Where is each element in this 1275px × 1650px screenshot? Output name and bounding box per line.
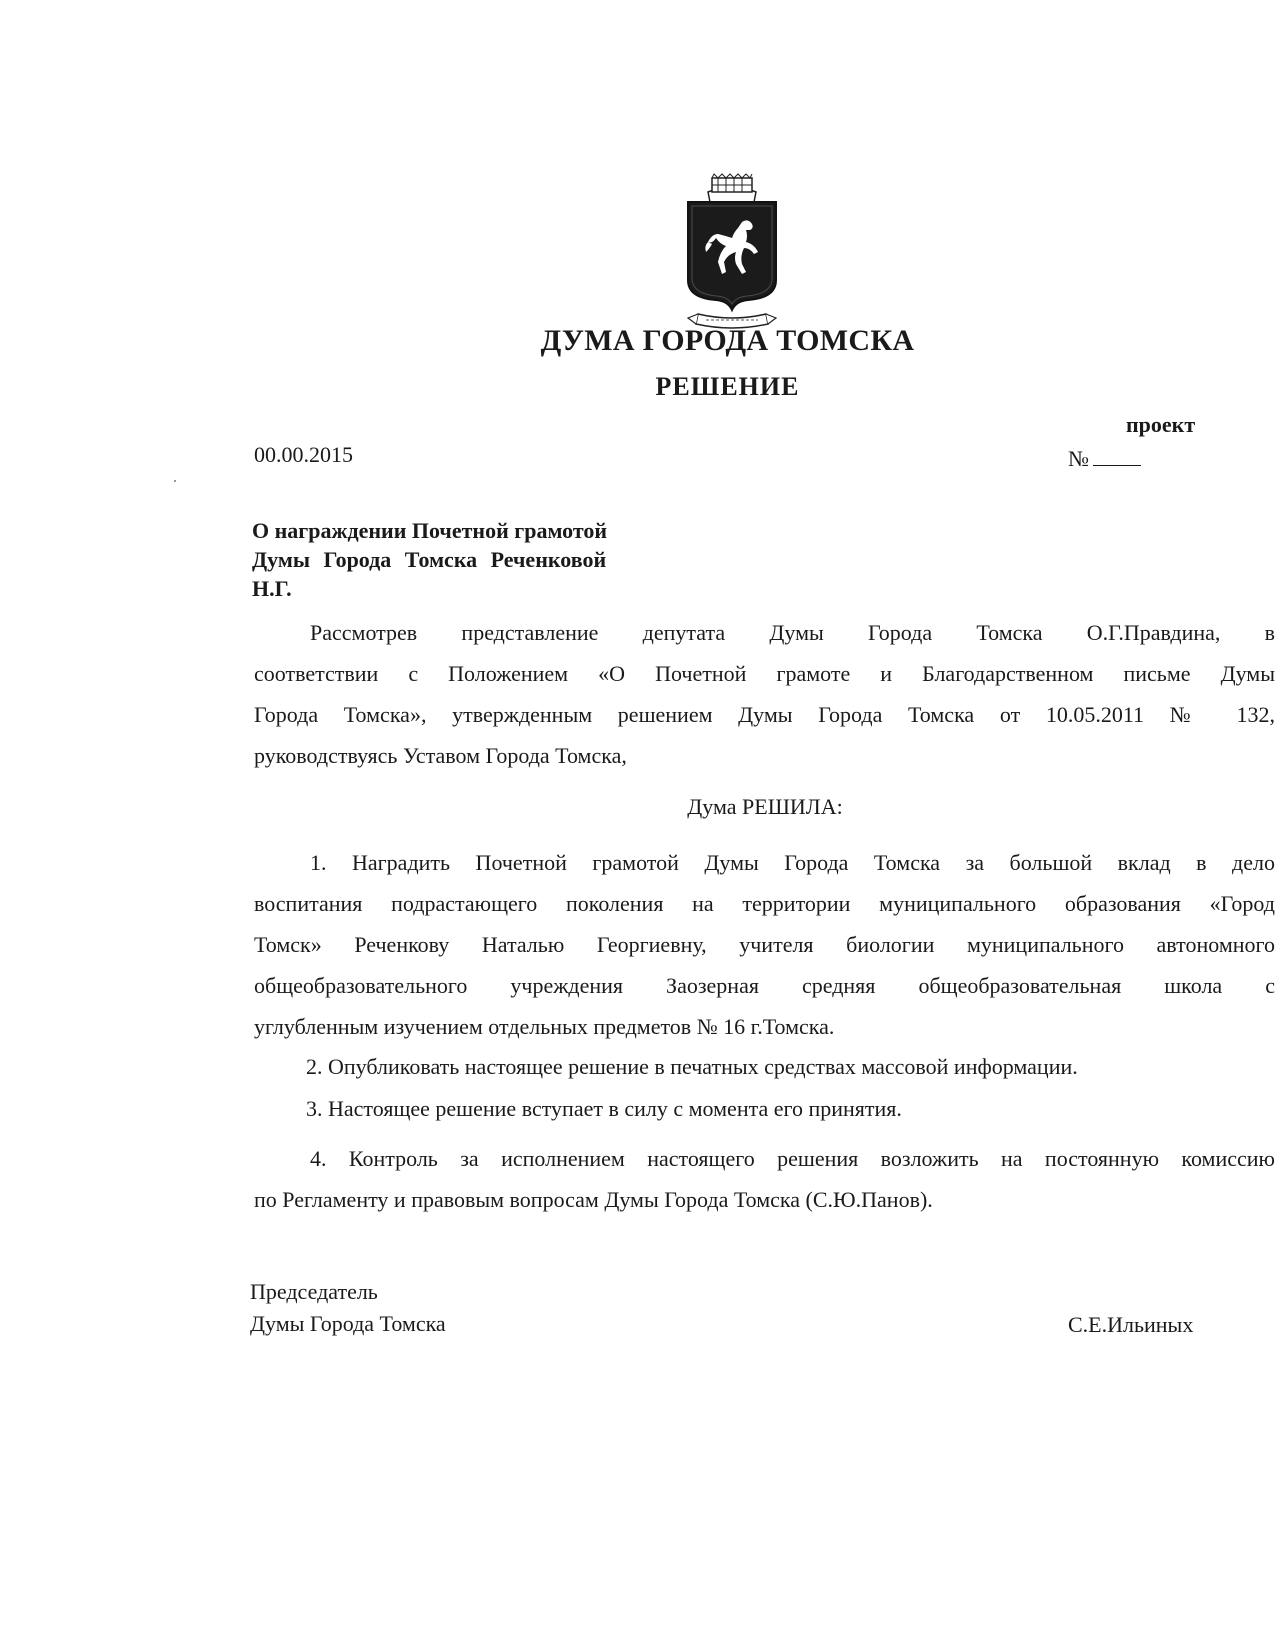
document-date: 00.00.2015: [254, 442, 353, 467]
preamble-paragraph: [254, 612, 1275, 776]
preamble-line: Рассмотрев представление депутата Думы Города Томска О.Г.Правдина, в: [310, 620, 1275, 645]
decided-heading: Дума РЕШИЛА:: [687, 794, 843, 819]
decision-subject: [252, 516, 607, 603]
signatory-name: С.Е.Ильиных: [1068, 1312, 1194, 1337]
signatory-title: [250, 1276, 446, 1340]
shield-icon: [688, 202, 776, 310]
decision-item-3: 3. Настоящее решение вступает в силу с момента его принятия.: [306, 1096, 902, 1121]
crown-icon: [708, 174, 756, 202]
signatory-title-line: Думы Города Томска: [250, 1311, 446, 1336]
preamble-line: Города Томска», утвержденным решением Думы Города Томска от 10.05.2011 № 132,: [254, 702, 1275, 727]
document-number: [1068, 446, 1141, 472]
number-sign: №: [1068, 446, 1089, 471]
scan-speck: [174, 480, 176, 482]
item-line: воспитания подрастающего поколения на территории муниципального образования «Город: [254, 891, 1275, 916]
organization-name: ДУМА ГОРОДА ТОМСКА: [540, 324, 915, 357]
signatory-title-line: Председатель: [250, 1279, 378, 1304]
item-line: общеобразовательного учреждения Заозерная средняя общеобразовательная школа с: [254, 973, 1275, 998]
subject-line: Н.Г.: [252, 576, 292, 601]
item-line: углубленным изучением отдельных предметов № 16 г.Томска.: [254, 1014, 835, 1039]
decision-item-4: [254, 1138, 1275, 1220]
item-line: по Регламенту и правовым вопросам Думы Города Томска (С.Ю.Панов).: [254, 1187, 933, 1212]
subject-line: О награждении Почетной грамотой: [252, 518, 608, 543]
item-line: 4. Контроль за исполнением настоящего решения возложить на постоянную комиссию: [310, 1146, 1275, 1171]
item-line: 1. Наградить Почетной грамотой Думы Города Томска за большой вклад в дело: [310, 850, 1275, 875]
preamble-line: руководствуясь Уставом Города Томска,: [254, 743, 627, 768]
decision-item-2: 2. Опубликовать настоящее решение в печатных средствах массовой информации.: [306, 1054, 1078, 1079]
decision-item-1: [254, 842, 1275, 1047]
tomsk-coat-of-arms-icon: [684, 172, 780, 332]
preamble-line: соответствии с Положением «О Почетной грамоте и Благодарственном письме Думы: [254, 661, 1275, 686]
subject-line: Думы Города Томска Реченковой: [252, 547, 607, 572]
draft-label: проект: [1126, 412, 1196, 437]
item-line: Томск» Реченкову Наталью Георгиевну, учителя биологии муниципального автономного: [254, 932, 1275, 957]
number-blank-line: [1093, 447, 1141, 466]
document-type-heading: РЕШЕНИЕ: [655, 372, 800, 401]
